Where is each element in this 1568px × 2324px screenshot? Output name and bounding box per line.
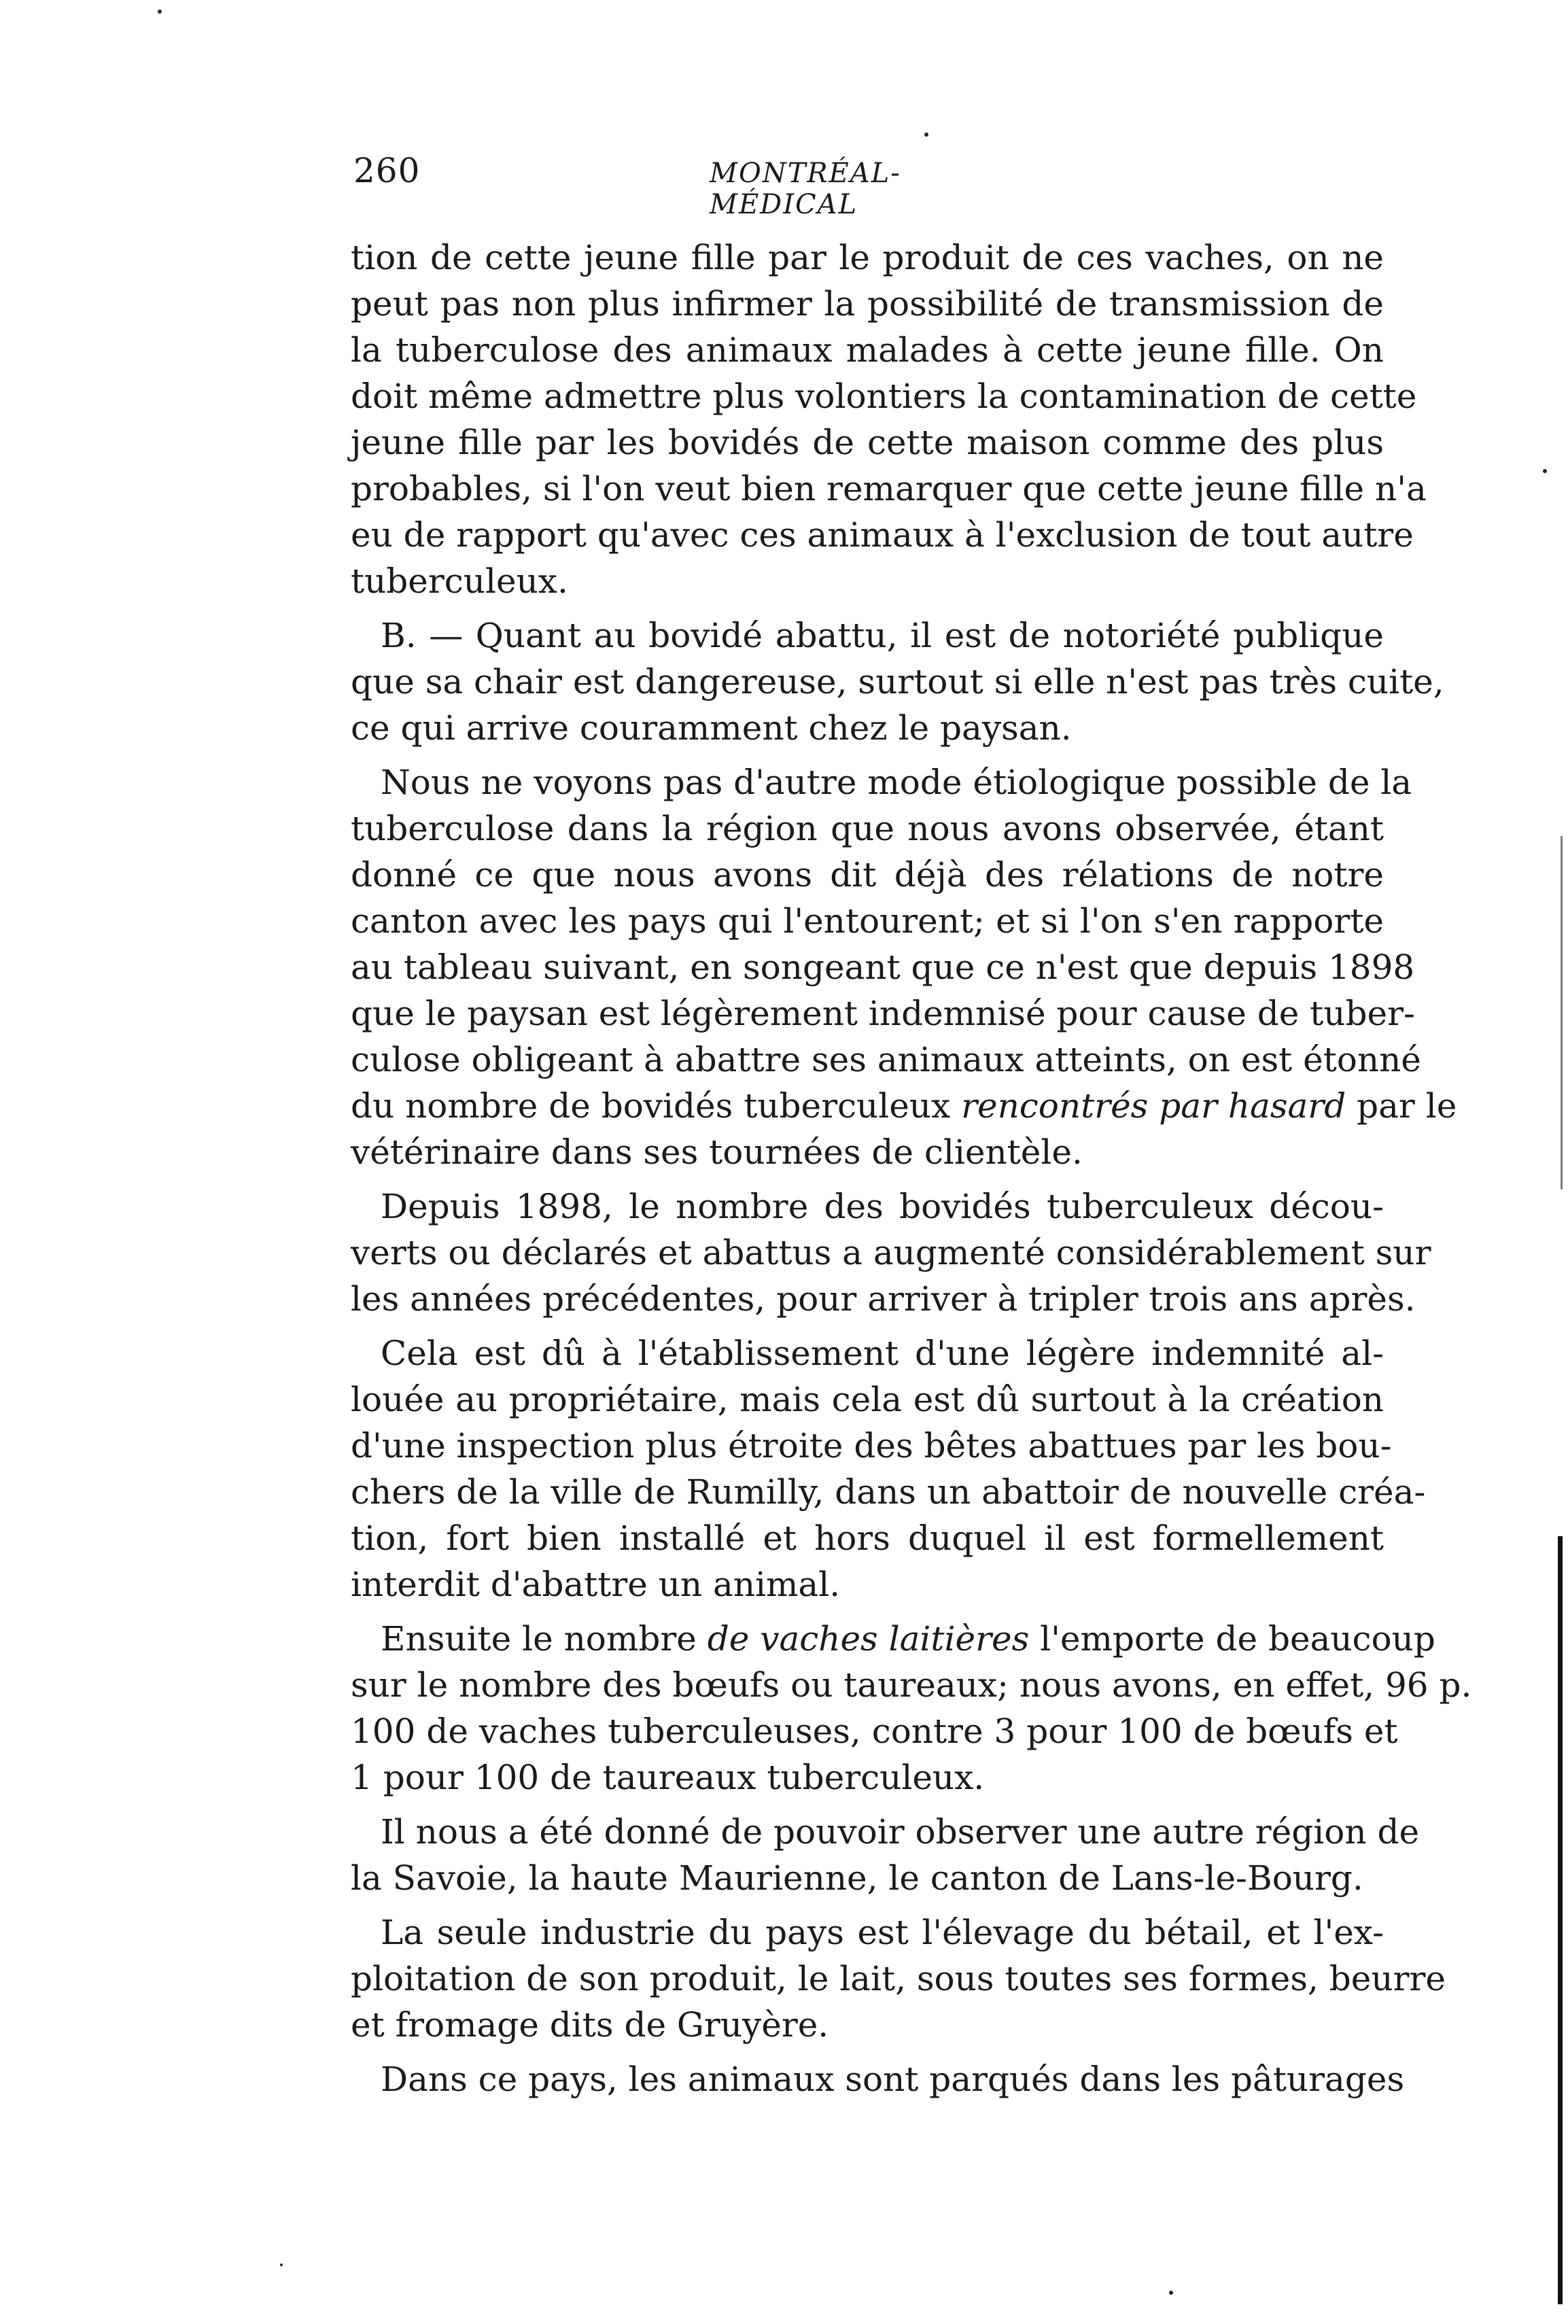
text-line: Nous ne voyons pas d'autre mode étiologique possible de la (381, 763, 1412, 802)
text-line: les années précédentes, pour arriver à tripler trois ans après. (351, 1279, 1416, 1319)
text-line: que sa chair est dangereuse, surtout si elle n'est pas très cuite, (351, 662, 1444, 701)
text-line: probables, si l'on veut bien remarquer que cette jeune fille n'a (351, 469, 1427, 508)
paragraph (351, 1183, 1431, 1322)
text-segment: par le (1346, 1086, 1457, 1126)
text-line: la tuberculose des animaux malades à cette jeune fille. On (351, 330, 1384, 370)
scan-edge-mark (1558, 1536, 1563, 2304)
paragraph (351, 1809, 1420, 1901)
text-line: culose obligeant à abattre ses animaux atteints, on est étonné (351, 1040, 1421, 1079)
text-line: 100 de vaches tuberculeuses, contre 3 pour 100 de bœufs et (351, 1712, 1398, 1751)
scan-speck (280, 2264, 283, 2266)
text-line: donné ce que nous avons dit déjà des rélations de notre (351, 855, 1384, 895)
text-line (351, 1616, 1435, 1662)
text-line: tuberculose dans la région que nous avons observée, étant (351, 809, 1384, 848)
italic-phrase: rencontrés par hasard (961, 1086, 1346, 1126)
paragraph (351, 2056, 1405, 2102)
scan-speck (1169, 2291, 1173, 2295)
scan-speck (1543, 469, 1547, 473)
scan-speck (158, 10, 162, 14)
text-line: d'une inspection plus étroite des bêtes abattues par les bou- (351, 1426, 1392, 1465)
paragraph (351, 235, 1427, 604)
text-line: ce qui arrive couramment chez le paysan. (351, 708, 1072, 748)
text-line: et fromage dits de Gruyère. (351, 2005, 829, 2045)
text-line: que le paysan est légèrement indemnisé pour cause de tuber- (351, 994, 1415, 1033)
paragraph (351, 612, 1444, 751)
text-segment: du nombre de bovidés tuberculeux (351, 1086, 962, 1126)
paragraph (351, 1616, 1472, 1801)
page-number: 260 (353, 151, 421, 190)
text-line: Dans ce pays, les animaux sont parqués dans les pâturages (381, 2060, 1405, 2099)
text-line: au tableau suivant, en songeant que ce n'est que depuis 1898 (351, 948, 1415, 987)
text-line (351, 1083, 1457, 1129)
text-line: ploitation de son produit, le lait, sous toutes ses formes, beurre (351, 1959, 1446, 1998)
text-line: Depuis 1898, le nombre des bovidés tuberculeux décou- (381, 1187, 1384, 1226)
text-line: sur le nombre des bœufs ou taureaux; nous avons, en effet, 96 p. (351, 1665, 1472, 1705)
running-head (353, 151, 1033, 220)
text-line: vétérinaire dans ses tournées de clientèle. (351, 1132, 1083, 1172)
text-line: canton avec les pays qui l'entourent; et si l'on s'en rapporte (351, 901, 1384, 941)
text-line: la Savoie, la haute Maurienne, le canton de Lans-le-Bourg. (351, 1858, 1363, 1898)
journal-title: MONTRÉAL-MÉDICAL (710, 158, 901, 220)
text-line: Il nous a été donné de pouvoir observer une autre région de (381, 1812, 1420, 1852)
italic-phrase: de vaches laitières (707, 1619, 1030, 1659)
text-line: eu de rapport qu'avec ces animaux à l'exclusion de tout autre (351, 515, 1414, 555)
text-line: verts ou déclarés et abattus a augmenté considérablement sur (351, 1233, 1431, 1272)
text-line: louée au propriétaire, mais cela est dû surtout à la création (351, 1380, 1384, 1419)
text-line: jeune fille par les bovidés de cette maison comme des plus (351, 423, 1384, 462)
scan-speck (924, 133, 928, 137)
text-line: doit même admettre plus volontiers la contamination de cette (351, 377, 1417, 416)
scan-edge-mark (1561, 836, 1563, 1190)
paragraph (351, 1909, 1446, 2048)
text-line: chers de la ville de Rumilly, dans un abattoir de nouvelle créa- (351, 1472, 1426, 1512)
text-line: tuberculeux. (351, 561, 568, 601)
text-line: interdit d'abattre un animal. (351, 1565, 841, 1604)
paragraph (351, 759, 1457, 1175)
text-line: La seule industrie du pays est l'élevage du bétail, et l'ex- (381, 1913, 1384, 1952)
text-line: 1 pour 100 de taureaux tuberculeux. (351, 1758, 985, 1797)
text-line: tion de cette jeune fille par le produit de ces vaches, on ne (351, 238, 1384, 277)
text-line: tion, fort bien installé et hors duquel il est formellement (351, 1519, 1384, 1558)
body-text (351, 235, 1472, 2111)
paragraph (351, 1330, 1426, 1608)
text-line: B. — Quant au bovidé abattu, il est de notoriété publique (381, 616, 1384, 655)
text-line: peut pas non plus infirmer la possibilité de transmission de (351, 284, 1384, 324)
text-line: Cela est dû à l'établissement d'une légère indemnité al- (381, 1334, 1384, 1373)
text-segment: Ensuite le nombre (381, 1619, 708, 1659)
text-segment: l'emporte de beaucoup (1029, 1619, 1435, 1659)
